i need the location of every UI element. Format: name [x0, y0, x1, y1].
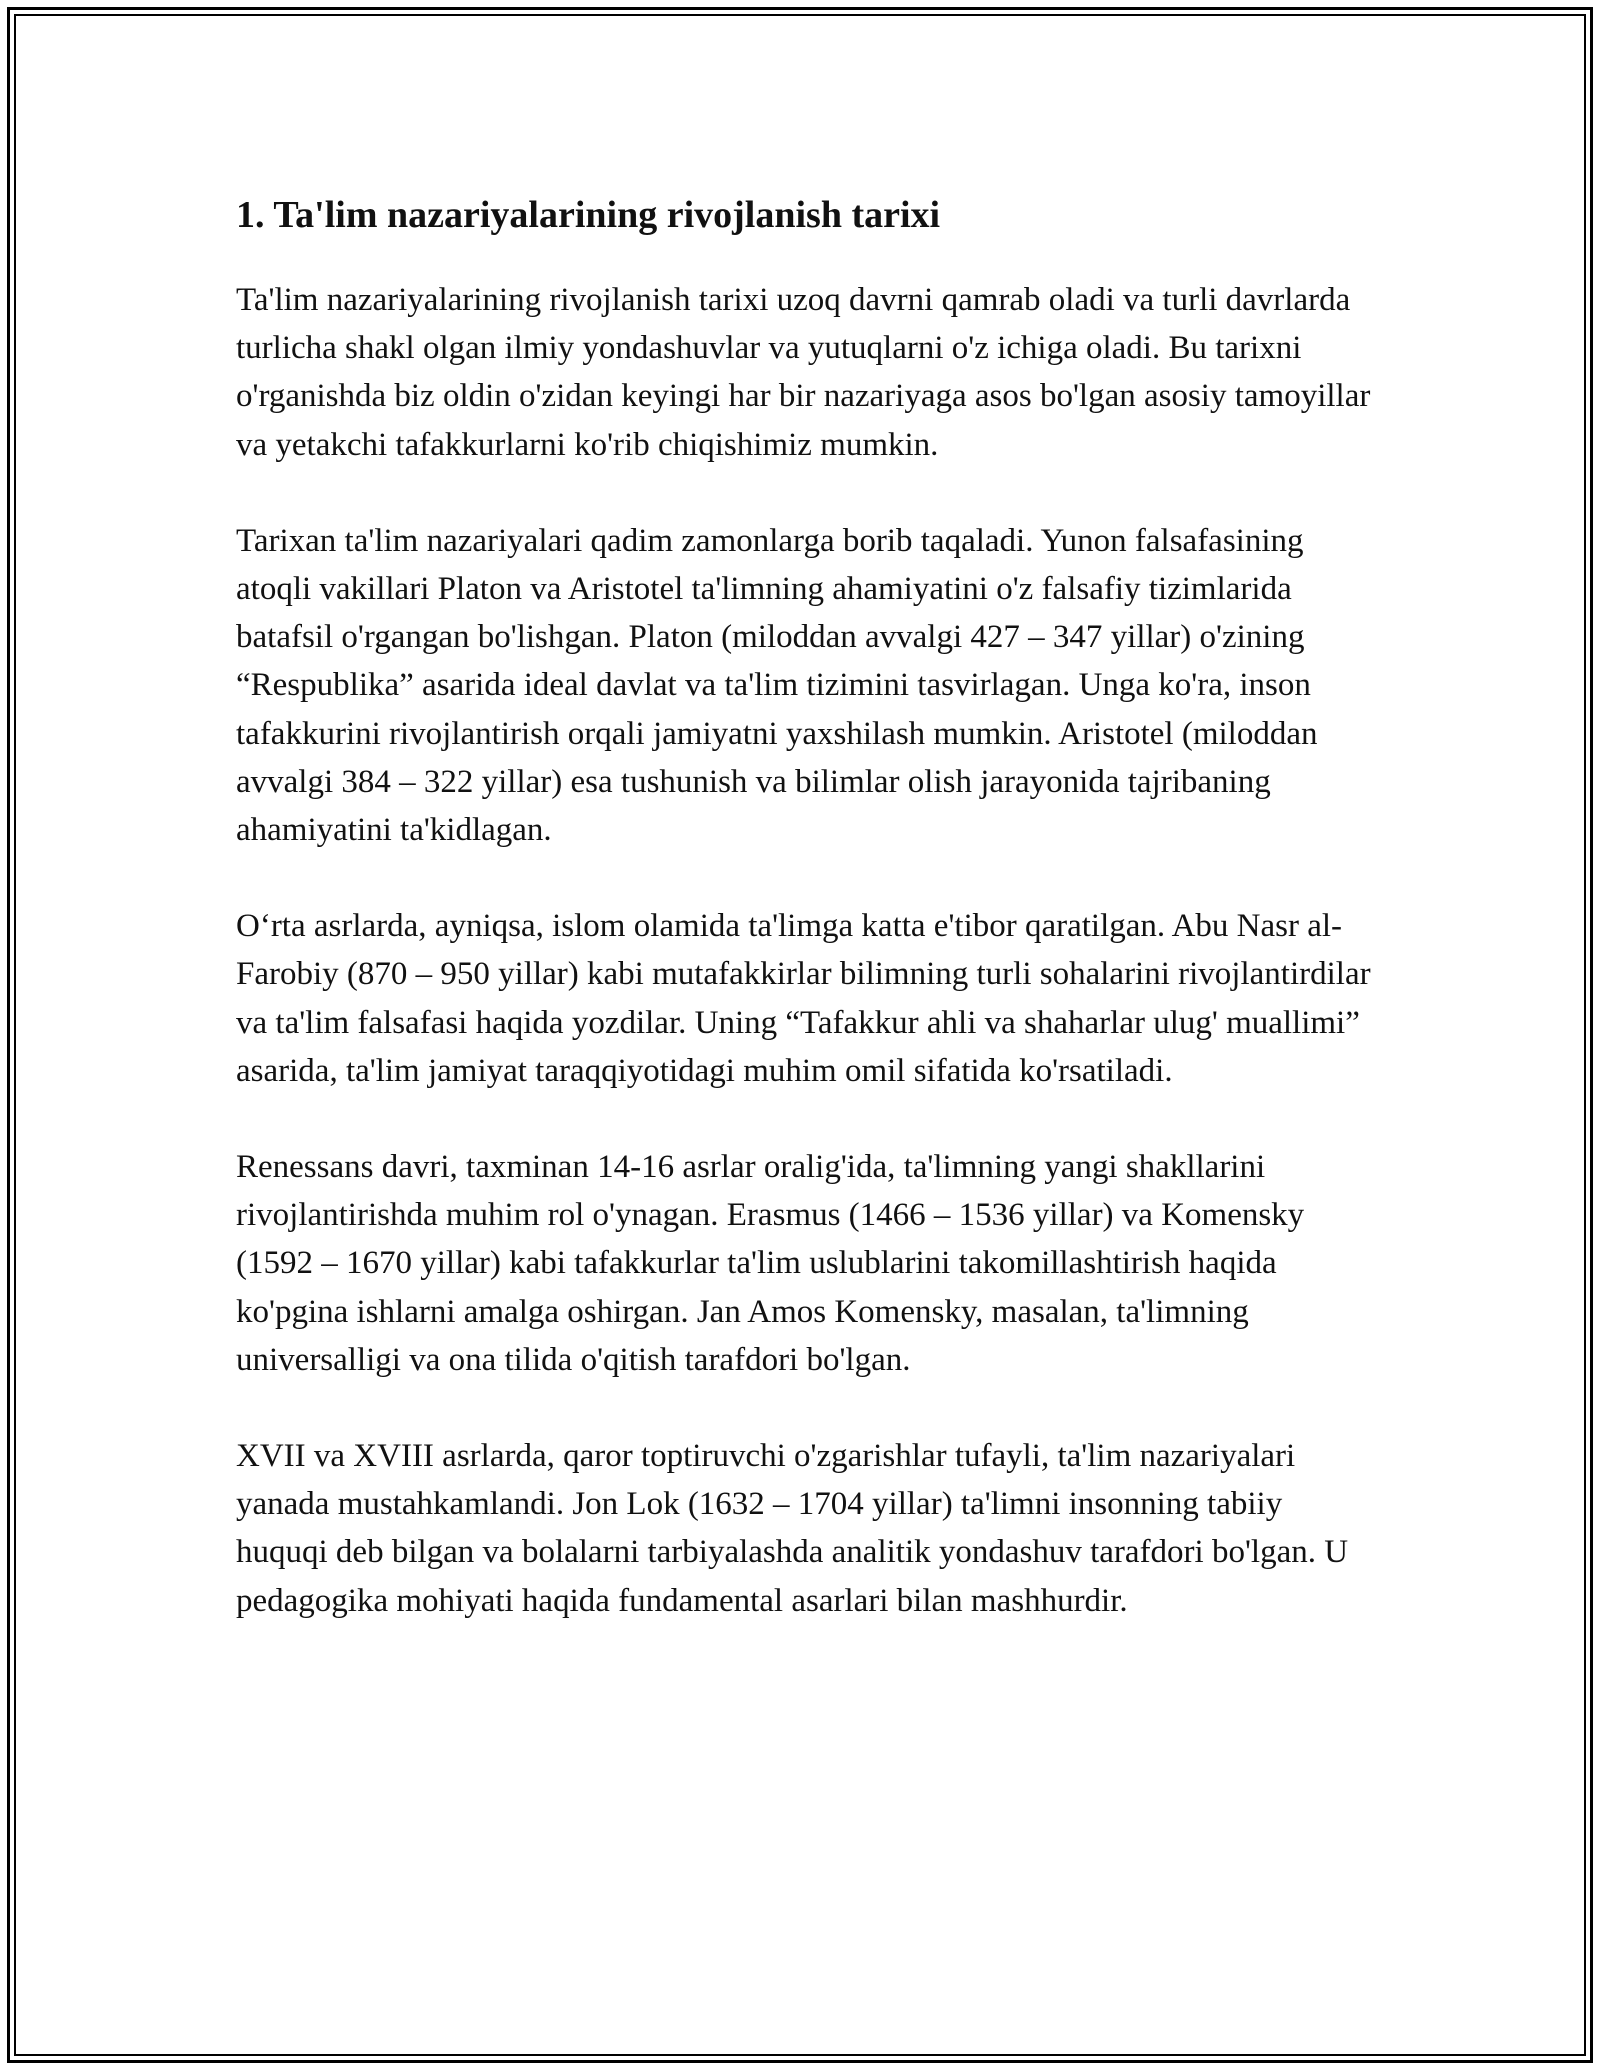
paragraph-intro: Ta'lim nazariyalarining rivojlanish tarixi uzoq davrni qamrab oladi va turli davrlarda turlicha shakl olgan ilmiy yondashuvlar va yutuqlarni o'z ichiga oladi. Bu tarixni o'rganishda biz oldin o'zidan keyingi har bir nazariyaga asos bo'lgan asosiy tamoyillar va yetakchi tafakkurlarni ko'rib chiqishimiz mumkin. [236, 282, 1371, 463]
paragraph-17-18-centuries: XVII va XVIII asrlarda, qaror toptiruvchi o'zgarishlar tufayli, ta'lim nazariyalari yanada mustahkamlandi. Jon Lok (1632 – 1704 yillar) ta'limni insonning tabiiy huquqi deb bilgan va bolalarni tarbiyalashda analitik yondashuv tarafdori bo'lgan. U pedagogika mohiyati haqida fundamental asarlari bilan mashhurdir. [236, 1438, 1349, 1619]
document-body [236, 188, 1376, 1673]
paragraph-middle-ages: O‘rta asrlarda, ayniqsa, islom olamida ta'limga katta e'tibor qaratilgan. Abu Nasr al-Farobiy (870 – 950 yillar) kabi mutafakkirlar bilimning turli sohalarini rivojlantirdilar va ta'lim falsafasi haqida yozdilar. Uning “Tafakkur ahli va shaharlar ulug' muallimi” asarida, ta'lim jamiyat taraqqiyotidagi muhim omil sifatida ko'rsatiladi. [236, 908, 1371, 1089]
paragraph-antiquity: Tarixan ta'lim nazariyalari qadim zamonlarga borib taqaladi. Yunon falsafasining atoqli vakillari Platon va Aristotel ta'limning ahamiyatini o'z falsafiy tizimlarida batafsil o'rgangan bo'lishgan. Platon (miloddan avvalgi 427 – 347 yillar) o'zining “Respublika” asarida ideal davlat va ta'lim tizimini tasvirlagan. Unga ko'ra, inson tafakkurini rivojlantirish orqali jamiyatni yaxshilash mumkin. Aristotel (miloddan avvalgi 384 – 322 yillar) esa tushunish va bilimlar olish jarayonida tajribaning ahamiyatini ta'kidlagan. [236, 522, 1318, 849]
paragraph-renaissance: Renessans davri, taxminan 14-16 asrlar oralig'ida, ta'limning yangi shakllarini rivojlantirishda muhim rol o'ynagan. Erasmus (1466 – 1536 yillar) va Komensky (1592 – 1670 yillar) kabi tafakkurlar ta'lim uslublarini takomillashtirish haqida ko'pgina ishlarni amalga oshirgan. Jan Amos Komensky, masalan, ta'limning universalligi va ona tilida o'qitish tarafdori bo'lgan. [236, 1149, 1305, 1378]
page-title: 1. Ta'lim nazariyalarining rivojlanish tarixi [236, 194, 941, 236]
